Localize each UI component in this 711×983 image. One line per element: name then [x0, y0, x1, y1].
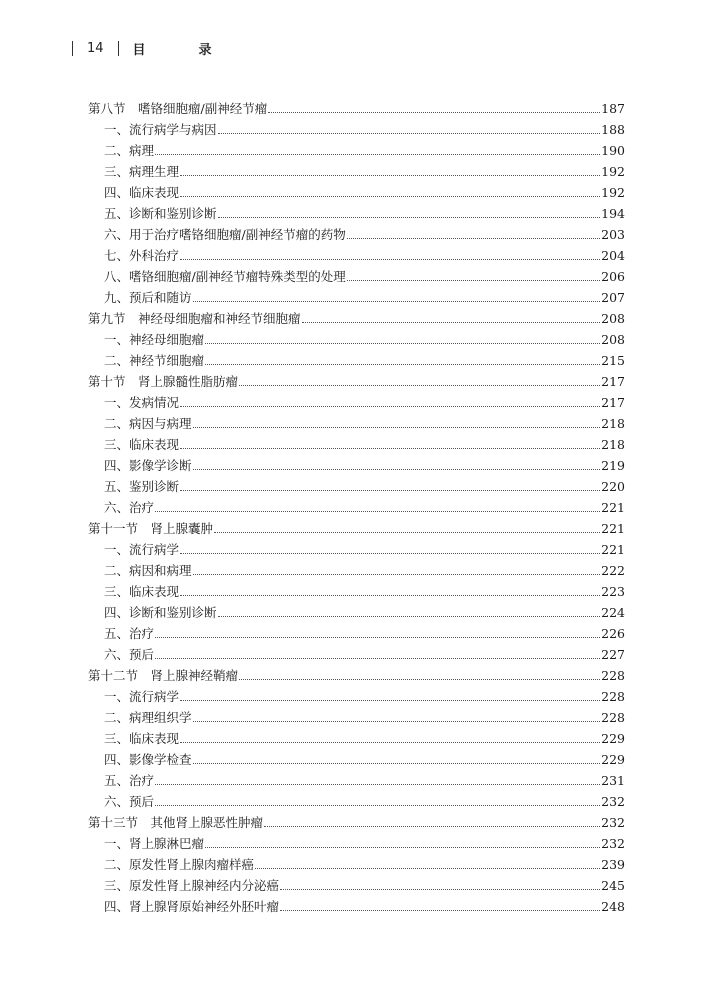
toc-entry[interactable] — [88, 600, 625, 621]
toc-entry-page: 223 — [601, 584, 625, 599]
toc-section-entry[interactable] — [88, 663, 625, 684]
toc-entry-label: 三、临床表现 — [104, 731, 180, 746]
page-title: 目 录 — [132, 42, 232, 58]
toc-entry-page: 228 — [601, 710, 625, 725]
toc-entry-label: 第十一节 肾上腺囊肿 — [88, 521, 214, 536]
toc-entry-label: 四、诊断和鉴别诊断 — [104, 605, 217, 620]
toc-leader-dots — [155, 804, 600, 806]
toc-entry[interactable] — [88, 117, 625, 138]
toc-entry[interactable] — [88, 789, 625, 810]
toc-entry[interactable] — [88, 348, 625, 369]
toc-leader-dots — [193, 573, 601, 575]
toc-entry[interactable] — [88, 684, 625, 705]
toc-entry-label: 二、病因与病理 — [104, 416, 192, 431]
toc-entry[interactable] — [88, 285, 625, 306]
toc-entry-label: 二、病理组织学 — [104, 710, 192, 725]
toc-entry[interactable] — [88, 390, 625, 411]
toc-entry[interactable] — [88, 453, 625, 474]
toc-entry-page: 221 — [601, 500, 625, 515]
toc-leader-dots — [193, 468, 601, 470]
toc-entry[interactable] — [88, 642, 625, 663]
toc-entry[interactable] — [88, 873, 625, 894]
toc-entry-label: 六、治疗 — [104, 500, 155, 515]
toc-entry-page: 192 — [601, 164, 625, 179]
toc-leader-dots — [264, 825, 600, 827]
toc-leader-dots — [218, 216, 601, 218]
toc-entry-label: 二、病因和病理 — [104, 563, 192, 578]
toc-leader-dots — [180, 741, 600, 743]
toc-leader-dots — [193, 300, 601, 302]
toc-entry-label: 五、治疗 — [104, 626, 155, 641]
toc-entry-label: 二、原发性肾上腺肉瘤样癌 — [104, 857, 255, 872]
toc-entry-label: 五、鉴别诊断 — [104, 479, 180, 494]
header-divider-right — [118, 41, 119, 56]
toc-leader-dots — [180, 174, 600, 176]
toc-entry[interactable] — [88, 894, 625, 915]
table-of-contents — [88, 96, 625, 915]
toc-entry-page: 232 — [601, 794, 625, 809]
header-divider-left — [72, 41, 73, 56]
toc-leader-dots — [193, 426, 601, 428]
toc-entry[interactable] — [88, 495, 625, 516]
toc-leader-dots — [239, 384, 600, 386]
toc-entry-page: 248 — [601, 899, 625, 914]
toc-entry-label: 第八节 嗜铬细胞瘤/副神经节瘤 — [88, 101, 268, 116]
toc-section-entry[interactable] — [88, 369, 625, 390]
toc-entry-label: 五、诊断和鉴别诊断 — [104, 206, 217, 221]
toc-leader-dots — [347, 279, 600, 281]
toc-entry-page: 228 — [601, 668, 625, 683]
toc-entry-page: 221 — [601, 542, 625, 557]
toc-entry[interactable] — [88, 432, 625, 453]
toc-leader-dots — [180, 447, 600, 449]
toc-entry-label: 第九节 神经母细胞瘤和神经节细胞瘤 — [88, 311, 301, 326]
toc-leader-dots — [155, 510, 600, 512]
toc-entry[interactable] — [88, 726, 625, 747]
toc-leader-dots — [205, 342, 600, 344]
toc-section-entry[interactable] — [88, 810, 625, 831]
toc-entry[interactable] — [88, 705, 625, 726]
toc-entry-label: 六、预后 — [104, 647, 155, 662]
toc-entry[interactable] — [88, 411, 625, 432]
toc-entry-page: 232 — [601, 836, 625, 851]
toc-entry-label: 一、肾上腺淋巴瘤 — [104, 836, 205, 851]
toc-entry[interactable] — [88, 852, 625, 873]
toc-leader-dots — [180, 405, 600, 407]
toc-entry-page: 208 — [601, 332, 625, 347]
toc-entry-page: 215 — [601, 353, 625, 368]
toc-entry-label: 三、病理生理 — [104, 164, 180, 179]
toc-entry-label: 三、临床表现 — [104, 437, 180, 452]
toc-entry-page: 218 — [601, 416, 625, 431]
toc-leader-dots — [155, 636, 600, 638]
toc-leader-dots — [218, 615, 601, 617]
toc-entry-label: 九、预后和随访 — [104, 290, 192, 305]
toc-section-entry[interactable] — [88, 96, 625, 117]
toc-leader-dots — [205, 846, 600, 848]
toc-entry-page: 190 — [601, 143, 625, 158]
toc-leader-dots — [180, 552, 600, 554]
toc-leader-dots — [255, 867, 600, 869]
toc-entry[interactable] — [88, 768, 625, 789]
toc-entry-page: 226 — [601, 626, 625, 641]
toc-entry[interactable] — [88, 201, 625, 222]
toc-entry-label: 六、用于治疗嗜铬细胞瘤/副神经节瘤的药物 — [104, 227, 346, 242]
toc-entry-label: 一、发病情况 — [104, 395, 180, 410]
toc-entry-page: 203 — [601, 227, 625, 242]
toc-leader-dots — [280, 888, 600, 890]
toc-entry-label: 第十二节 肾上腺神经鞘瘤 — [88, 668, 239, 683]
toc-entry[interactable] — [88, 747, 625, 768]
toc-entry-page: 204 — [601, 248, 625, 263]
toc-entry-page: 227 — [601, 647, 625, 662]
toc-leader-dots — [180, 699, 600, 701]
toc-entry-page: 194 — [601, 206, 625, 221]
toc-entry-page: 229 — [601, 731, 625, 746]
toc-entry[interactable] — [88, 138, 625, 159]
toc-leader-dots — [347, 237, 600, 239]
toc-entry[interactable] — [88, 474, 625, 495]
toc-entry-page: 224 — [601, 605, 625, 620]
toc-entry-label: 四、肾上腺肾原始神经外胚叶瘤 — [104, 899, 280, 914]
toc-entry-page: 232 — [601, 815, 625, 830]
toc-entry-page: 187 — [601, 101, 625, 116]
toc-leader-dots — [193, 720, 601, 722]
toc-entry-label: 一、流行病学与病因 — [104, 122, 217, 137]
toc-entry-label: 一、神经母细胞瘤 — [104, 332, 205, 347]
toc-entry[interactable] — [88, 831, 625, 852]
toc-section-entry[interactable] — [88, 516, 625, 537]
page-header — [72, 36, 232, 60]
toc-entry-label: 二、病理 — [104, 143, 155, 158]
toc-entry-page: 207 — [601, 290, 625, 305]
toc-leader-dots — [155, 783, 600, 785]
toc-entry-page: 218 — [601, 437, 625, 452]
toc-entry-label: 第十节 肾上腺髓性脂肪瘤 — [88, 374, 239, 389]
toc-entry-label: 八、嗜铬细胞瘤/副神经节瘤特殊类型的处理 — [104, 269, 346, 284]
toc-entry[interactable] — [88, 621, 625, 642]
toc-leader-dots — [155, 153, 600, 155]
toc-entry-label: 六、预后 — [104, 794, 155, 809]
toc-entry[interactable] — [88, 579, 625, 600]
toc-entry-label: 三、临床表现 — [104, 584, 180, 599]
toc-leader-dots — [239, 678, 600, 680]
toc-entry-label: 一、流行病学 — [104, 689, 180, 704]
toc-leader-dots — [180, 258, 600, 260]
toc-entry-label: 第十三节 其他肾上腺恶性肿瘤 — [88, 815, 264, 830]
toc-entry-page: 228 — [601, 689, 625, 704]
toc-entry-page: 188 — [601, 122, 625, 137]
toc-leader-dots — [193, 762, 601, 764]
toc-entry[interactable] — [88, 327, 625, 348]
toc-leader-dots — [205, 363, 600, 365]
toc-entry-page: 219 — [601, 458, 625, 473]
toc-entry-label: 七、外科治疗 — [104, 248, 180, 263]
toc-entry-page: 220 — [601, 479, 625, 494]
toc-leader-dots — [302, 321, 601, 323]
toc-leader-dots — [268, 111, 600, 113]
toc-entry-page: 217 — [601, 395, 625, 410]
toc-entry-label: 四、影像学检查 — [104, 752, 192, 767]
toc-entry-label: 四、影像学诊断 — [104, 458, 192, 473]
toc-entry-page: 221 — [601, 521, 625, 536]
toc-leader-dots — [180, 195, 600, 197]
toc-entry-page: 217 — [601, 374, 625, 389]
toc-leader-dots — [214, 531, 600, 533]
toc-entry-label: 一、流行病学 — [104, 542, 180, 557]
toc-leader-dots — [280, 909, 600, 911]
toc-entry[interactable] — [88, 264, 625, 285]
toc-entry[interactable] — [88, 243, 625, 264]
toc-entry-page: 222 — [601, 563, 625, 578]
toc-entry-page: 208 — [601, 311, 625, 326]
toc-leader-dots — [155, 657, 600, 659]
toc-entry-page: 245 — [601, 878, 625, 893]
toc-entry-label: 三、原发性肾上腺神经内分泌癌 — [104, 878, 280, 893]
toc-entry-page: 192 — [601, 185, 625, 200]
toc-entry-page: 229 — [601, 752, 625, 767]
toc-leader-dots — [180, 594, 600, 596]
toc-entry-page: 239 — [601, 857, 625, 872]
page-number: 14 — [87, 40, 104, 56]
toc-entry[interactable] — [88, 558, 625, 579]
toc-entry-label: 四、临床表现 — [104, 185, 180, 200]
toc-section-entry[interactable] — [88, 306, 625, 327]
toc-entry-page: 206 — [601, 269, 625, 284]
toc-entry-page: 231 — [601, 773, 625, 788]
toc-leader-dots — [218, 132, 601, 134]
toc-entry[interactable] — [88, 180, 625, 201]
toc-leader-dots — [180, 489, 600, 491]
toc-entry[interactable] — [88, 537, 625, 558]
toc-entry-label: 五、治疗 — [104, 773, 155, 788]
toc-entry[interactable] — [88, 222, 625, 243]
toc-entry[interactable] — [88, 159, 625, 180]
toc-entry-label: 二、神经节细胞瘤 — [104, 353, 205, 368]
